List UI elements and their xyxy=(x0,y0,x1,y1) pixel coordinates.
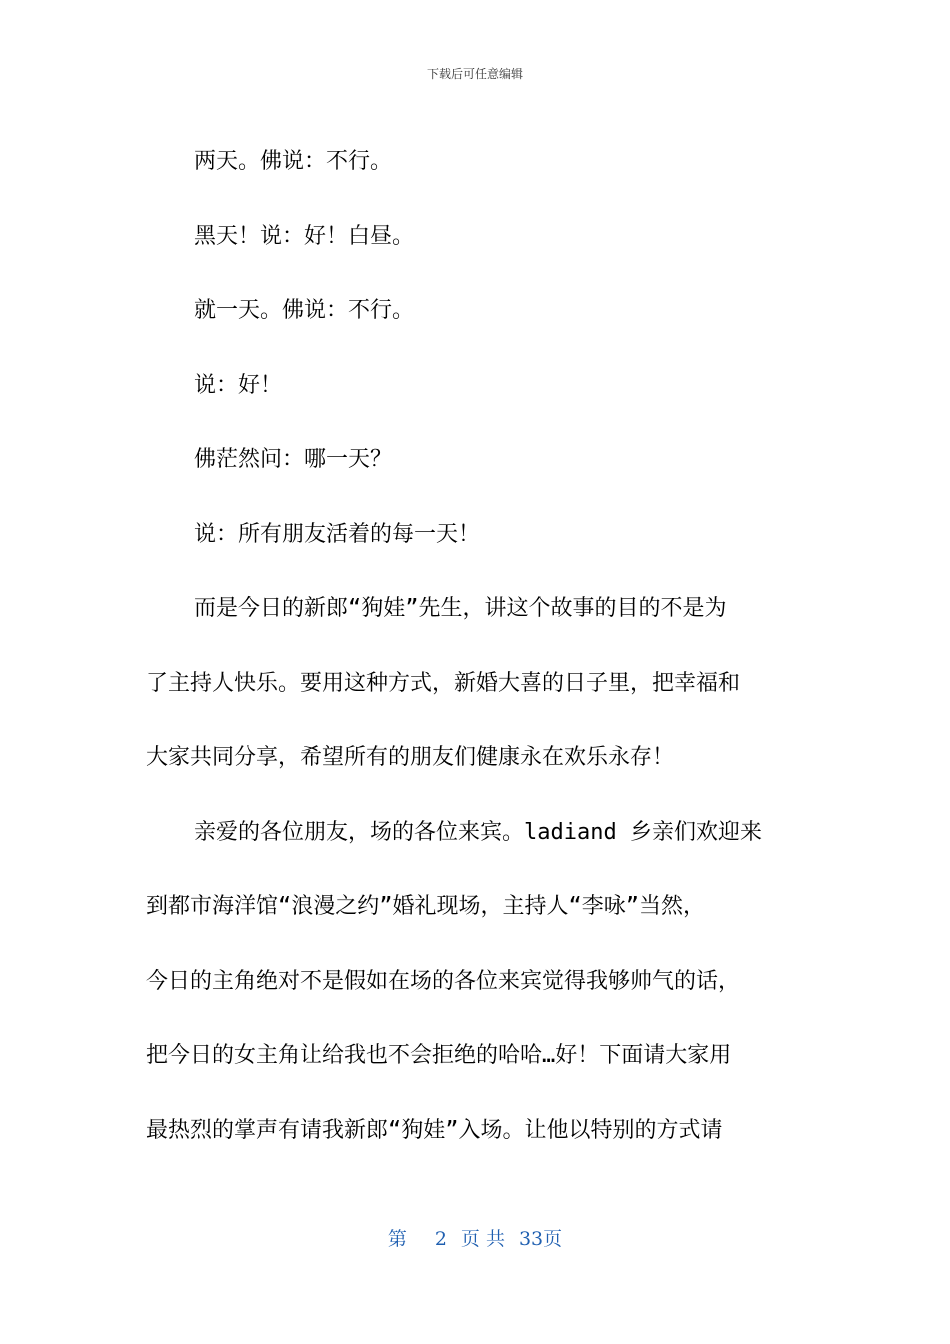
footer-suffix: 页 xyxy=(543,1228,563,1250)
text-line: 了主持人快乐。要用这种方式，新婚大喜的日子里，把幸福和 xyxy=(146,670,741,696)
text-line: 佛茫然问：哪一天？ xyxy=(194,447,393,472)
text-line: 今日的主角绝对不是假如在场的各位来宾觉得我够帅气的话， xyxy=(146,968,741,994)
text-line: 而是今日的新郎“狗娃”先生，讲这个故事的目的不是为 xyxy=(194,596,727,621)
text-line: 就一天。佛说：不行。 xyxy=(194,298,415,323)
text-line: 亲爱的各位朋友，场的各位来宾。ladiand 乡亲们欢迎来 xyxy=(194,819,762,845)
text-line: 说：所有朋友活着的每一天！ xyxy=(194,521,481,547)
page-footer xyxy=(0,1227,950,1251)
text-line: 说：好！ xyxy=(194,372,283,398)
text-line: 最热烈的掌声有请我新郎“狗娃”入场。让他以特别的方式请 xyxy=(146,1117,723,1143)
document-body xyxy=(146,125,796,1168)
text-line: 到都市海洋馆“浪漫之约”婚礼现场，主持人“李咏”当然， xyxy=(146,894,705,919)
page-total: 33 xyxy=(518,1228,544,1250)
text-line: 黑天！说：好！白昼。 xyxy=(194,223,415,249)
text-line: 两天。佛说：不行。 xyxy=(194,149,393,174)
footer-prefix: 第 xyxy=(387,1228,407,1250)
text-line: 把今日的女主角让给我也不会拒绝的哈哈…好！下面请大家用 xyxy=(146,1043,732,1068)
header-note: 下载后可任意编辑 xyxy=(426,67,523,81)
footer-middle: 页 共 xyxy=(460,1228,505,1250)
page-number: 2 xyxy=(434,1228,447,1250)
text-line: 大家共同分享，希望所有的朋友们健康永在欢乐永存！ xyxy=(146,745,675,770)
